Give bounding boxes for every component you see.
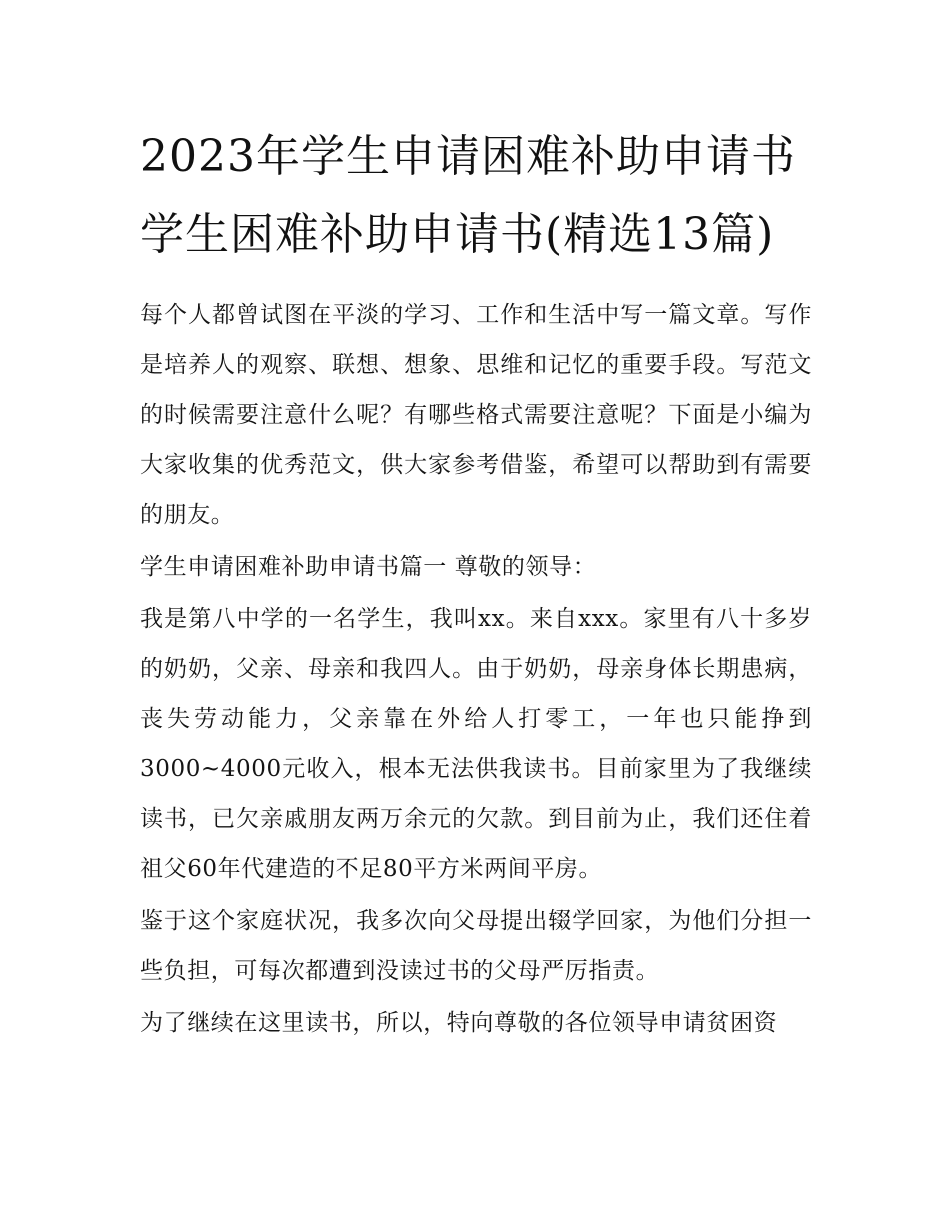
intro-paragraph: 每个人都曾试图在平淡的学习、工作和生活中写一篇文章。写作是培养人的观察、联想、想象、思维和记忆的重要手段。写范文的时候需要注意什么呢？有哪些格式需要注意呢？下面是小编为大家收集的优秀范文，供大家参考借鉴，希望可以帮助到有需要的朋友。 [140,302,812,528]
body-paragraph: 鉴于这个家庭状况，我多次向父母提出辍学回家，为他们分担一些负担，可每次都遭到没读过书的父母严厉指责。 [140,908,812,984]
body-paragraph: 为了继续在这里读书，所以，特向尊敬的各位领导申请贫困资 [140,1010,778,1036]
body-paragraph: 我是第八中学的一名学生，我叫xx。来自xxx。家里有八十多岁的奶奶，父亲、母亲和我四人。由于奶奶，母亲身体长期患病，丧失劳动能力，父亲靠在外给人打零工，一年也只能挣到3000~4000元收入，根本无法供我读书。目前家里为了我继续读书，已欠亲戚朋友两万余元的欠款。到目前为止，我们还住着祖父60年代建造的不足80平方米两间平房。 [140,606,812,882]
document-body [140,118,812,1050]
section-heading-paragraph: 学生申请困难补助申请书篇一 尊敬的领导： [140,554,597,580]
document-title: 2023年学生申请困难补助申请书 学生困难补助申请书(精选13篇) [140,131,796,260]
